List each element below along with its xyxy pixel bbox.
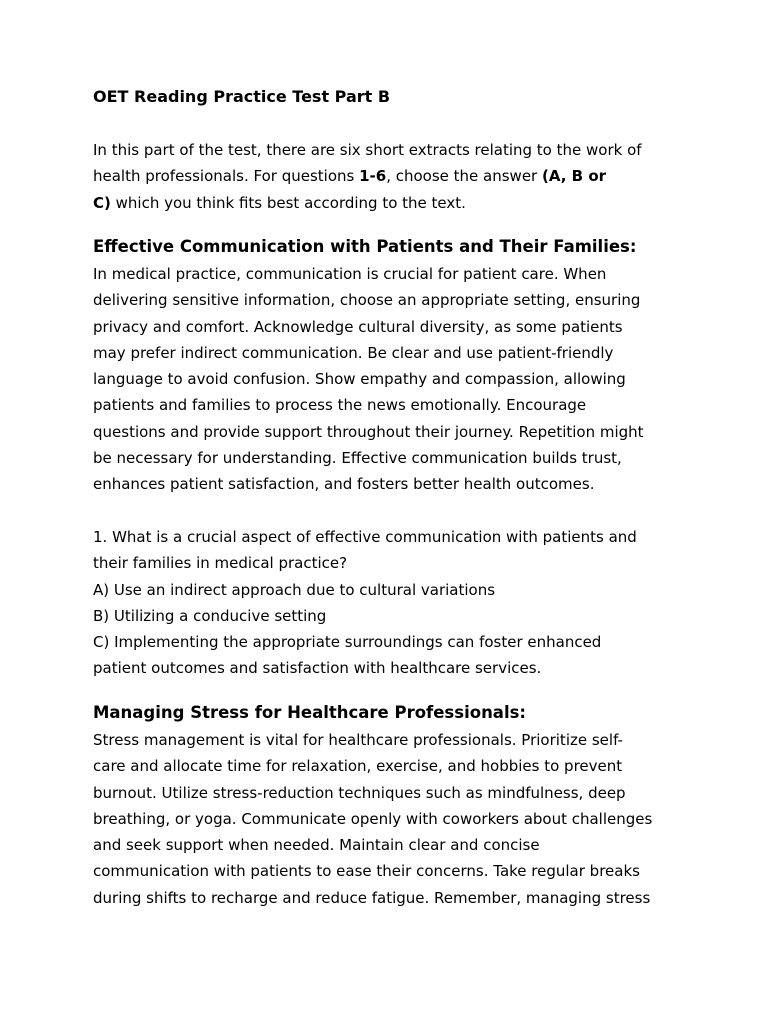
section-body-stress: [93, 727, 683, 911]
body-line: enhances patient satisfaction, and fosters better health outcomes.: [93, 475, 595, 494]
page-title: OET Reading Practice Test Part B: [93, 87, 391, 106]
option-a: A) Use an indirect approach due to cultural variations: [93, 580, 496, 599]
question-stem: 1. What is a crucial aspect of effective communication with patients and: [93, 528, 637, 546]
section-body-communication: [93, 261, 683, 498]
body-line: language to avoid confusion. Show empathy and compassion, allowing: [93, 370, 626, 389]
body-line: questions and provide support throughout their journey. Repetition might: [93, 422, 644, 441]
intro-line: [93, 163, 683, 189]
intro-line: In this part of the test, there are six short extracts relating to the work of: [93, 141, 642, 159]
question-stem: their families in medical practice?: [93, 554, 348, 573]
body-line: Stress management is vital for healthcare professionals. Prioritize self-: [93, 731, 623, 749]
body-line: delivering sensitive information, choose an appropriate setting, ensuring: [93, 291, 641, 310]
body-line: and seek support when needed. Maintain clear and concise: [93, 836, 540, 855]
intro-line: [93, 190, 683, 216]
body-line: In medical practice, communication is crucial for patient care. When: [93, 265, 607, 283]
intro-paragraph: [93, 137, 683, 216]
question-range: 1-6: [359, 167, 387, 186]
body-line: may prefer indirect communication. Be clear and use patient-friendly: [93, 343, 614, 362]
body-line: patients and families to process the news emotionally. Encourage: [93, 396, 587, 415]
section-heading-communication: Effective Communication with Patients and Their Families:: [93, 237, 637, 256]
body-line: care and allocate time for relaxation, exercise, and hobbies to prevent: [93, 757, 623, 776]
body-line: be necessary for understanding. Effective communication builds trust,: [93, 449, 622, 468]
option-c: patient outcomes and satisfaction with healthcare services.: [93, 659, 542, 678]
body-line: burnout. Utilize stress-reduction techniques such as mindfulness, deep: [93, 783, 626, 802]
intro-text: , choose the answer: [386, 167, 542, 186]
answer-choices: (A, B or: [542, 167, 607, 186]
body-line: during shifts to recharge and reduce fatigue. Remember, managing stress: [93, 888, 651, 907]
question-1: [93, 524, 683, 682]
body-line: communication with patients to ease their concerns. Take regular breaks: [93, 862, 640, 881]
intro-text: which you think fits best according to the text.: [110, 193, 466, 212]
section-heading-stress: Managing Stress for Healthcare Professionals:: [93, 703, 527, 722]
body-line: breathing, or yoga. Communicate openly with coworkers about challenges: [93, 809, 653, 828]
option-c: C) Implementing the appropriate surroundings can foster enhanced: [93, 633, 602, 652]
answer-choices-end: C): [93, 193, 111, 212]
intro-text: health professionals. For questions: [93, 167, 360, 186]
body-line: privacy and comfort. Acknowledge cultural diversity, as some patients: [93, 317, 623, 336]
option-b: B) Utilizing a conducive setting: [93, 606, 327, 625]
